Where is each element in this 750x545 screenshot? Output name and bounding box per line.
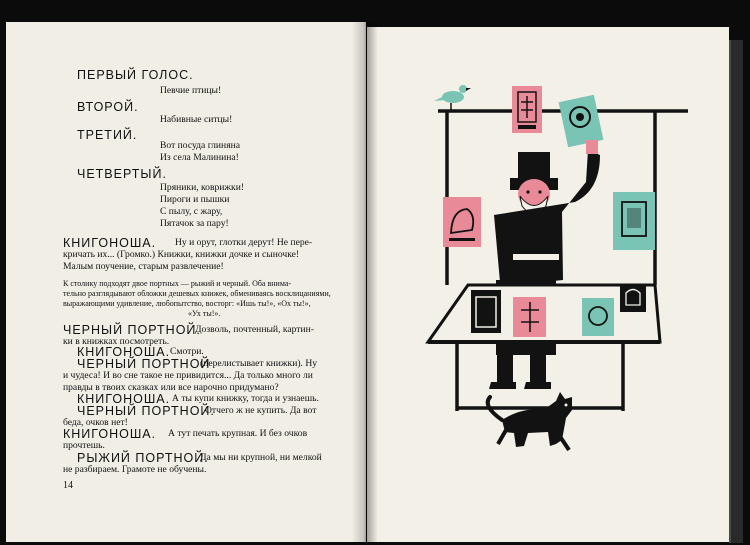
knigonosha-line: Ну и орут, глотки дерут! Не пере- bbox=[175, 237, 313, 248]
voice-2-line: Набивные ситцы! bbox=[160, 114, 233, 125]
knigonosha-speaker: КНИГОНОША. bbox=[63, 236, 157, 250]
dialogue-speaker: КНИГОНОША. bbox=[77, 345, 171, 359]
voice-1-speaker: ПЕРВЫЙ ГОЛОС. bbox=[77, 68, 194, 82]
dialogue-line: (перелистывает книжки). Ну bbox=[200, 358, 318, 369]
voice-3-line: Из села Малинина! bbox=[160, 152, 239, 163]
cat-icon bbox=[488, 392, 572, 450]
dialogue-line: прочтешь. bbox=[63, 440, 105, 451]
bookseller-figure bbox=[489, 140, 600, 389]
voice-2-speaker: ВТОРОЙ. bbox=[77, 100, 139, 114]
stage-direction-line: выражающими удивление, любопытство, восторг: «Ишь ты!», «Ох ты!», bbox=[63, 299, 311, 308]
dialogue-line: А тут печать крупная. И без очков bbox=[168, 428, 308, 439]
stall-frame bbox=[438, 111, 688, 411]
stage-direction-line: К столику подходят двое портных — рыжий и черный. Оба внима- bbox=[63, 279, 292, 288]
dialogue-line: и чудеса! И во сне такое не привидится... Да только много ли bbox=[63, 370, 313, 381]
knigonosha-line: Малым поучение, старым развлечение! bbox=[63, 261, 224, 272]
stage-direction-line: «Ух ты!». bbox=[188, 309, 221, 318]
dialogue-line: А ты купи книжку, тогда и узнаешь. bbox=[172, 393, 319, 404]
dialogue-line: Да мы ни крупной, ни мелкой bbox=[200, 452, 322, 463]
dialogue-line: ки в книжках посмотреть. bbox=[63, 336, 170, 347]
hanging-print-teal-right bbox=[613, 192, 655, 250]
dialogue-speaker: РЫЖИЙ ПОРТНОЙ. bbox=[77, 451, 209, 465]
dialogue-line: правды в твоих сказках или все нарочно придумано? bbox=[63, 382, 279, 393]
voice-4-line: С пылу, с жару, bbox=[160, 206, 223, 217]
voice-4-speaker: ЧЕТВЕРТЫЙ. bbox=[77, 167, 167, 181]
dialogue-speaker: КНИГОНОША. bbox=[77, 392, 171, 406]
dialogue-speaker: ЧЕРНЫЙ ПОРТНОЙ. bbox=[77, 404, 215, 418]
page-number: 14 bbox=[63, 480, 73, 491]
dialogue-speaker: ЧЕРНЫЙ ПОРТНОЙ bbox=[77, 357, 211, 371]
hanging-print-teal-sun bbox=[559, 95, 604, 147]
voice-4-line: Пироги и пышки bbox=[160, 194, 230, 205]
voice-4-line: Пряники, коврижки! bbox=[160, 182, 245, 193]
dialogue-speaker: КНИГОНОША. bbox=[63, 427, 157, 441]
voice-3-line: Вот посуда глиняна bbox=[160, 140, 241, 151]
dialogue-line: беда, очков нет! bbox=[63, 417, 128, 428]
hanging-print-pink-top bbox=[512, 86, 542, 133]
dialogue-line: Дозволь, почтенный, картин- bbox=[195, 324, 314, 335]
dialogue-line: Отчего ж не купить. Да вот bbox=[205, 405, 317, 416]
dialogue-line: Смотри. bbox=[170, 346, 204, 357]
stage-direction-line: тельно разглядывают обложки дешевых книжек, обмениваясь восклицаниями, bbox=[63, 289, 331, 298]
voice-4-line: Пятачок за пару! bbox=[160, 218, 229, 229]
dialogue-speaker: ЧЕРНЫЙ ПОРТНОЙ. bbox=[63, 323, 201, 337]
dialogue-line: не разбираем. Грамоте не обучены. bbox=[63, 464, 207, 475]
hanging-print-pink-left bbox=[443, 197, 481, 247]
knigonosha-line: кричать их... (Громко.) Книжки, книжки дочке и сыночке! bbox=[63, 249, 300, 260]
voice-1-line: Певчие птицы! bbox=[160, 85, 222, 96]
voice-3-speaker: ТРЕТИЙ. bbox=[77, 128, 138, 142]
bird-icon bbox=[434, 85, 471, 110]
